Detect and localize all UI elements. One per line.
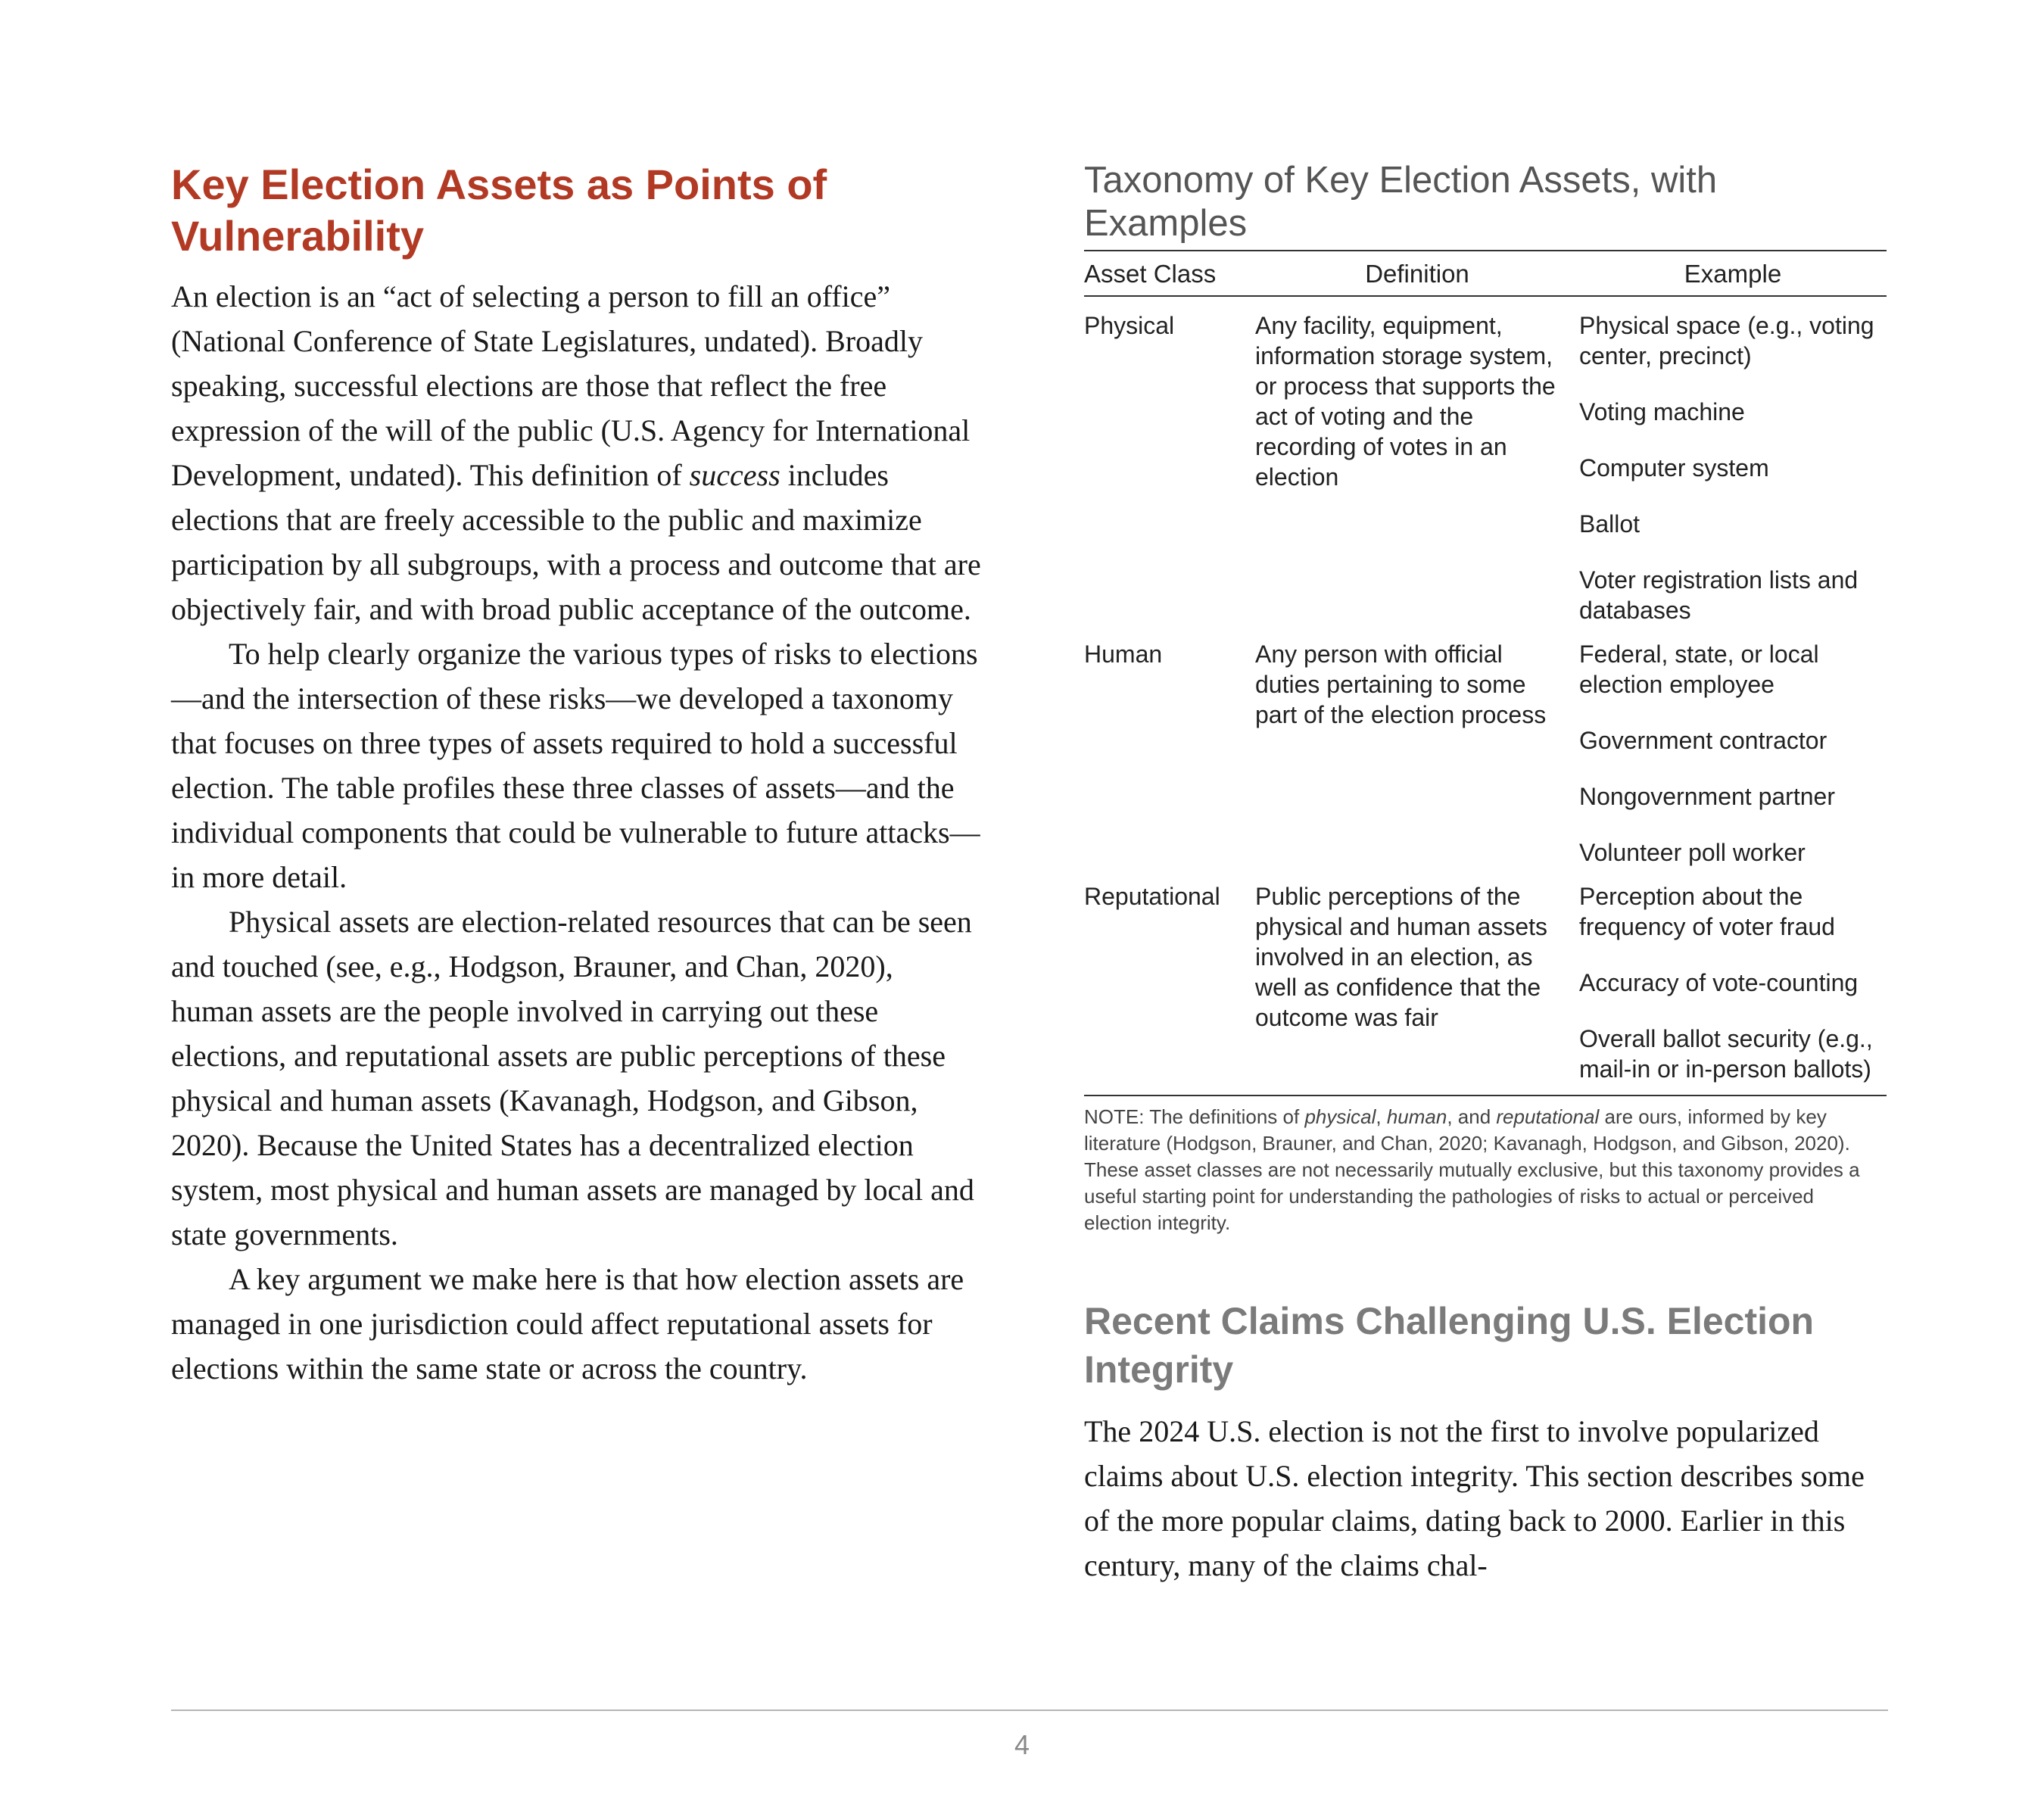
body-paragraph-right: The 2024 U.S. election is not the first to involve popularized claims about U.S. election integrity. This section describes some of the more popular claims, dating back to 2000. Earlier in this century, many of the claims chal- (1084, 1414, 1865, 1582)
example-item: Physical space (e.g., voting center, precinct) (1579, 312, 1874, 369)
left-column (171, 159, 981, 1391)
body-paragraph-1: An election is an “act of selecting a person to fill an office” (National Conference of State Legislatures, undated). Broadly speaking, successful elections are those that reflect the free expression of the will of the public (U.S. Agency for International Development, undated). This definition of success includes elections that are freely accessible to the public and maximize participation by all subgroups, with a process and outcome that are objectively fair, and with broad public acceptance of the outcome. (171, 279, 981, 626)
example-item: Computer system (1579, 454, 1769, 482)
right-column (1084, 159, 1887, 1588)
header-asset-class: Asset Class (1084, 251, 1255, 296)
section-heading: Key Election Assets as Points of Vulnerability (171, 161, 827, 260)
body-paragraph-4: A key argument we make here is that how election assets are managed in one jurisdiction could affect reputational assets for elections within the same state or across the country. (171, 1262, 964, 1385)
example-item: Ballot (1579, 510, 1640, 538)
example-cell (1579, 296, 1887, 625)
body-paragraph-2: To help clearly organize the various types of risks to elections—and the intersection of these risks—we developed a taxonomy that focuses on three types of assets required to hold a successful election. The table profiles these three classes of assets—and the individual components that could be vulnerable to future attacks—in more detail. (171, 637, 980, 894)
table-header-row (1084, 251, 1887, 296)
definition-cell: Any person with official duties pertaining to some part of the election process (1255, 640, 1547, 728)
example-item: Perception about the frequency of voter fraud (1579, 883, 1835, 940)
example-item: Government contractor (1579, 727, 1827, 754)
example-item: Overall ballot security (e.g., mail-in or in-person ballots) (1579, 1025, 1873, 1083)
table-title: Taxonomy of Key Election Assets, with Examples (1084, 159, 1887, 251)
definition-cell: Public perceptions of the physical and human assets involved in an election, as well as confidence that the outcome was fair (1255, 868, 1579, 1095)
example-item: Volunteer poll worker (1579, 839, 1806, 866)
definition-cell: Any facility, equipment, information storage system, or process that supports the act of voting and the recording of votes in an election (1255, 312, 1556, 491)
page-number: 4 (1014, 1729, 1030, 1760)
example-item: Accuracy of vote-counting (1579, 969, 1859, 996)
header-example: Example (1579, 251, 1887, 296)
example-cell (1579, 625, 1887, 868)
table-row (1084, 625, 1887, 868)
subsection-heading: Recent Claims Challenging U.S. Election Integrity (1084, 1300, 1815, 1391)
header-definition: Definition (1255, 251, 1579, 296)
asset-class-cell: Reputational (1084, 868, 1255, 1095)
example-item: Voting machine (1579, 398, 1745, 425)
taxonomy-table (1084, 251, 1887, 1096)
table-note: NOTE: The definitions of physical, human, and reputational are ours, informed by key literature (Hodgson, Brauner, and Chan, 2020; Kavanagh, Hodgson, and Gibson, 2020). These asset classes are not necessarily mutually exclusive, but this taxonomy provides a useful starting point for understanding the pathologies of risks to actual or perceived election integrity. (1084, 1105, 1860, 1234)
example-cell (1579, 868, 1887, 1095)
body-paragraph-3: Physical assets are election-related resources that can be seen and touched (see, e.g., Hodgson, Brauner, and Chan, 2020), human assets are the people involved in carrying out these elections, and reputational assets are public perceptions of these physical and human assets (Kavanagh, Hodgson, and Gibson, 2020). Because the United States has a decentralized election system, most physical and human assets are managed by local and state governments. (171, 905, 974, 1251)
table-row (1084, 868, 1887, 1095)
example-item: Federal, state, or local election employee (1579, 640, 1819, 698)
table-row (1084, 296, 1887, 625)
asset-class-cell: Human (1084, 640, 1163, 668)
example-item: Voter registration lists and databases (1579, 566, 1859, 624)
asset-class-cell: Physical (1084, 312, 1175, 339)
example-item: Nongovernment partner (1579, 783, 1835, 810)
footer-divider (171, 1709, 1888, 1711)
